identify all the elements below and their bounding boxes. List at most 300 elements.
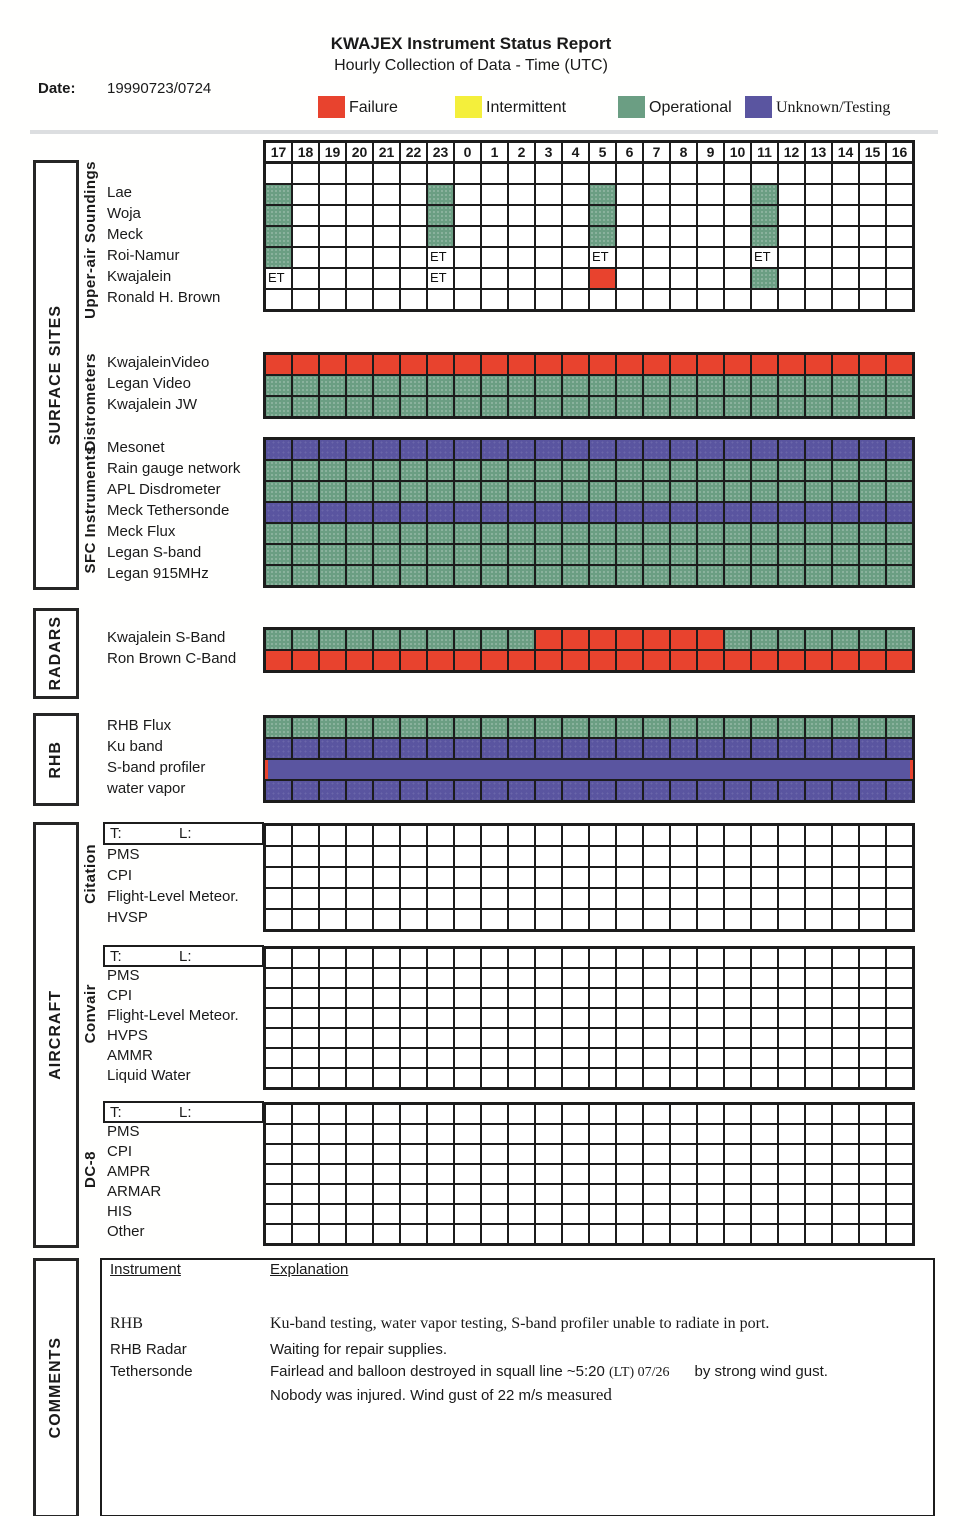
status-cell xyxy=(373,354,400,375)
status-cell xyxy=(319,523,346,544)
status-cell xyxy=(616,1204,643,1224)
row-label: CPI xyxy=(107,987,133,1004)
status-cell xyxy=(886,909,913,930)
status-cell xyxy=(859,268,886,289)
status-cell xyxy=(616,629,643,650)
status-cell xyxy=(859,867,886,888)
status-cell xyxy=(616,738,643,759)
grid-convair xyxy=(263,946,915,1090)
status-cell xyxy=(481,717,508,738)
status-cell xyxy=(346,460,373,481)
status-cell xyxy=(373,717,400,738)
status-cell xyxy=(292,1224,319,1244)
status-cell xyxy=(751,375,778,396)
sidebar-box-comments xyxy=(33,1258,79,1516)
status-cell xyxy=(751,988,778,1008)
status-cell xyxy=(427,226,454,247)
status-cell xyxy=(616,1124,643,1144)
status-cell xyxy=(697,948,724,968)
status-cell xyxy=(643,544,670,565)
status-cell xyxy=(562,650,589,671)
status-cell xyxy=(670,888,697,909)
status-cell xyxy=(400,846,427,867)
status-cell xyxy=(562,825,589,846)
status-cell xyxy=(562,184,589,205)
status-cell xyxy=(886,439,913,460)
row-label: AMPR xyxy=(107,1163,151,1180)
status-cell xyxy=(319,375,346,396)
status-cell xyxy=(454,205,481,226)
status-cell xyxy=(427,867,454,888)
status-cell xyxy=(724,439,751,460)
status-cell xyxy=(562,1068,589,1088)
status-cell xyxy=(697,1124,724,1144)
status-cell xyxy=(670,268,697,289)
status-cell xyxy=(562,1008,589,1028)
status-cell xyxy=(346,1104,373,1124)
status-cell xyxy=(670,717,697,738)
status-cell xyxy=(697,354,724,375)
status-cell xyxy=(886,888,913,909)
status-cell xyxy=(859,460,886,481)
status-cell xyxy=(319,1224,346,1244)
sidebar-box-rhb xyxy=(33,713,79,806)
status-cell xyxy=(616,226,643,247)
status-cell xyxy=(778,988,805,1008)
status-cell xyxy=(832,738,859,759)
status-cell xyxy=(751,354,778,375)
status-cell xyxy=(400,565,427,586)
status-cell xyxy=(346,544,373,565)
status-cell xyxy=(427,1204,454,1224)
subgroup-convair xyxy=(75,924,105,1104)
status-cell xyxy=(859,1104,886,1124)
hour-header-cell: 23 xyxy=(427,142,454,163)
status-cell xyxy=(616,354,643,375)
status-cell xyxy=(562,1224,589,1244)
sidebar-label-rhb: RHB xyxy=(47,740,64,779)
status-cell xyxy=(832,846,859,867)
status-cell xyxy=(265,825,292,846)
status-cell xyxy=(778,289,805,310)
status-cell xyxy=(670,1184,697,1204)
status-cell xyxy=(643,163,670,184)
status-cell xyxy=(319,1068,346,1088)
status-cell xyxy=(562,1104,589,1124)
status-cell xyxy=(535,1204,562,1224)
status-cell xyxy=(859,396,886,417)
status-cell xyxy=(616,247,643,268)
status-cell xyxy=(724,650,751,671)
status-cell xyxy=(319,650,346,671)
status-cell xyxy=(589,738,616,759)
status-cell xyxy=(616,1048,643,1068)
status-cell xyxy=(697,988,724,1008)
status-cell xyxy=(697,780,724,801)
subgroup-label-upper-air-soundings: Upper-air Soundings xyxy=(81,161,99,319)
status-cell xyxy=(562,396,589,417)
status-cell xyxy=(346,565,373,586)
status-cell xyxy=(616,867,643,888)
status-cell xyxy=(643,909,670,930)
status-cell xyxy=(427,650,454,671)
comment-text-part: Nobody was injured. Wind gust of 22 m/s xyxy=(270,1387,547,1404)
comment-instrument: RHB xyxy=(110,1315,143,1332)
status-cell xyxy=(373,1104,400,1124)
status-cell xyxy=(535,460,562,481)
status-cell xyxy=(643,867,670,888)
status-cell xyxy=(616,780,643,801)
status-cell xyxy=(427,565,454,586)
status-cell xyxy=(508,396,535,417)
status-cell xyxy=(454,544,481,565)
status-cell xyxy=(778,1204,805,1224)
status-cell xyxy=(508,184,535,205)
status-cell xyxy=(805,825,832,846)
legend-label: Operational xyxy=(649,99,732,116)
status-cell xyxy=(778,825,805,846)
status-cell xyxy=(886,184,913,205)
status-cell xyxy=(832,481,859,502)
status-cell xyxy=(346,481,373,502)
status-cell xyxy=(643,1008,670,1028)
status-cell xyxy=(562,629,589,650)
status-cell xyxy=(778,1028,805,1048)
status-cell xyxy=(751,1164,778,1184)
status-cell xyxy=(319,502,346,523)
status-cell xyxy=(265,375,292,396)
status-cell xyxy=(697,396,724,417)
status-cell xyxy=(616,1144,643,1164)
status-cell xyxy=(427,163,454,184)
status-cell xyxy=(400,825,427,846)
status-cell xyxy=(400,226,427,247)
status-cell xyxy=(751,460,778,481)
status-cell xyxy=(589,1048,616,1068)
status-cell xyxy=(724,1164,751,1184)
status-cell xyxy=(481,1068,508,1088)
status-cell xyxy=(859,502,886,523)
status-cell xyxy=(346,909,373,930)
status-cell xyxy=(400,439,427,460)
status-cell xyxy=(832,717,859,738)
status-cell xyxy=(454,650,481,671)
status-cell xyxy=(697,375,724,396)
status-cell xyxy=(886,1164,913,1184)
status-cell xyxy=(643,226,670,247)
status-cell xyxy=(562,1028,589,1048)
status-cell xyxy=(886,460,913,481)
status-cell xyxy=(265,867,292,888)
status-cell xyxy=(346,717,373,738)
status-cell xyxy=(400,948,427,968)
row-label: Kwajalein JW xyxy=(107,396,198,413)
status-cell xyxy=(427,205,454,226)
hour-header-cell: 21 xyxy=(373,142,400,163)
status-cell xyxy=(346,888,373,909)
status-cell: ET xyxy=(589,247,616,268)
status-cell xyxy=(778,1184,805,1204)
sidebar-box-aircraft xyxy=(33,822,79,1248)
status-cell xyxy=(508,1224,535,1244)
status-cell xyxy=(400,289,427,310)
status-cell xyxy=(508,544,535,565)
status-cell xyxy=(589,396,616,417)
status-cell xyxy=(454,375,481,396)
status-cell xyxy=(805,738,832,759)
status-cell xyxy=(319,717,346,738)
status-cell xyxy=(427,396,454,417)
status-cell xyxy=(616,650,643,671)
status-cell xyxy=(535,1224,562,1244)
status-cell xyxy=(508,1124,535,1144)
status-cell xyxy=(805,629,832,650)
status-cell xyxy=(508,247,535,268)
status-cell xyxy=(346,738,373,759)
status-cell xyxy=(778,629,805,650)
status-cell xyxy=(535,650,562,671)
status-cell xyxy=(346,1144,373,1164)
status-cell xyxy=(400,523,427,544)
row-label: Liquid Water xyxy=(107,1067,191,1084)
status-cell xyxy=(535,888,562,909)
status-cell xyxy=(481,289,508,310)
status-cell xyxy=(859,226,886,247)
status-cell xyxy=(751,205,778,226)
status-cell xyxy=(481,247,508,268)
status-cell xyxy=(454,888,481,909)
status-cell xyxy=(832,1164,859,1184)
status-cell xyxy=(724,867,751,888)
status-cell xyxy=(535,289,562,310)
status-cell xyxy=(427,523,454,544)
status-cell xyxy=(265,226,292,247)
status-cell xyxy=(373,1028,400,1048)
status-cell xyxy=(454,226,481,247)
status-cell xyxy=(319,247,346,268)
status-cell xyxy=(670,396,697,417)
status-cell xyxy=(886,375,913,396)
status-cell xyxy=(319,867,346,888)
status-cell xyxy=(265,396,292,417)
status-cell xyxy=(832,650,859,671)
status-cell xyxy=(859,247,886,268)
status-cell xyxy=(832,439,859,460)
status-cell xyxy=(724,1104,751,1124)
status-cell xyxy=(562,205,589,226)
status-cell xyxy=(454,1184,481,1204)
status-cell xyxy=(805,1028,832,1048)
status-cell xyxy=(319,226,346,247)
status-cell xyxy=(724,354,751,375)
status-cell xyxy=(805,780,832,801)
status-cell xyxy=(589,629,616,650)
status-cell xyxy=(778,846,805,867)
status-cell xyxy=(778,968,805,988)
status-cell xyxy=(589,1184,616,1204)
grid-soundings xyxy=(263,161,915,312)
status-cell xyxy=(643,375,670,396)
status-cell xyxy=(454,968,481,988)
hour-header-cell: 20 xyxy=(346,142,373,163)
status-cell xyxy=(886,1048,913,1068)
status-cell xyxy=(589,888,616,909)
status-cell xyxy=(832,523,859,544)
row-label: PMS xyxy=(107,846,140,863)
status-cell xyxy=(481,1028,508,1048)
status-cell xyxy=(373,867,400,888)
status-cell xyxy=(886,1124,913,1144)
status-cell xyxy=(454,1204,481,1224)
page-subtitle: Hourly Collection of Data - Time (UTC) xyxy=(334,57,608,74)
status-cell xyxy=(751,502,778,523)
row-label: Mesonet xyxy=(107,439,165,456)
status-cell xyxy=(751,825,778,846)
status-cell xyxy=(643,717,670,738)
status-cell xyxy=(643,502,670,523)
hour-header-cell: 9 xyxy=(697,142,724,163)
status-cell xyxy=(562,846,589,867)
status-cell xyxy=(751,1144,778,1164)
status-cell xyxy=(805,354,832,375)
status-cell xyxy=(859,354,886,375)
status-cell xyxy=(697,1028,724,1048)
status-cell xyxy=(886,780,913,801)
hour-header-cell: 8 xyxy=(670,142,697,163)
status-cell xyxy=(508,780,535,801)
status-cell xyxy=(886,481,913,502)
comment-instrument: Tethersonde xyxy=(110,1363,193,1380)
status-cell xyxy=(292,1164,319,1184)
status-cell xyxy=(535,988,562,1008)
status-cell xyxy=(454,460,481,481)
status-cell xyxy=(454,1068,481,1088)
status-cell xyxy=(400,909,427,930)
status-cell xyxy=(373,268,400,289)
status-cell xyxy=(643,268,670,289)
status-cell xyxy=(454,867,481,888)
status-cell xyxy=(670,481,697,502)
status-cell xyxy=(373,1224,400,1244)
status-cell xyxy=(508,650,535,671)
status-cell xyxy=(481,502,508,523)
status-cell xyxy=(562,1204,589,1224)
status-cell xyxy=(427,1104,454,1124)
status-cell xyxy=(643,1104,670,1124)
status-cell xyxy=(778,184,805,205)
status-cell xyxy=(616,1028,643,1048)
status-cell xyxy=(832,1068,859,1088)
status-cell xyxy=(751,1008,778,1028)
status-cell xyxy=(454,1008,481,1028)
status-cell xyxy=(265,1164,292,1184)
status-cell xyxy=(832,396,859,417)
status-cell xyxy=(805,268,832,289)
status-cell xyxy=(454,268,481,289)
status-cell xyxy=(805,163,832,184)
status-cell xyxy=(643,968,670,988)
status-cell xyxy=(724,226,751,247)
status-cell xyxy=(481,523,508,544)
status-cell xyxy=(346,226,373,247)
status-cell xyxy=(805,867,832,888)
status-cell xyxy=(427,780,454,801)
status-cell xyxy=(265,1184,292,1204)
status-cell xyxy=(832,502,859,523)
hour-header-cell: 12 xyxy=(778,142,805,163)
status-cell xyxy=(400,867,427,888)
status-cell xyxy=(832,565,859,586)
status-cell xyxy=(589,1008,616,1028)
status-cell xyxy=(805,565,832,586)
status-cell xyxy=(265,289,292,310)
status-cell xyxy=(670,205,697,226)
status-cell xyxy=(427,184,454,205)
status-cell xyxy=(454,1124,481,1144)
status-cell xyxy=(535,629,562,650)
status-cell xyxy=(481,1048,508,1068)
status-cell xyxy=(805,1144,832,1164)
status-cell xyxy=(535,268,562,289)
status-cell xyxy=(805,502,832,523)
status-cell xyxy=(616,888,643,909)
status-cell xyxy=(481,460,508,481)
status-cell xyxy=(373,375,400,396)
status-cell xyxy=(508,1104,535,1124)
comment-explanation xyxy=(270,1363,828,1381)
status-cell xyxy=(346,988,373,1008)
status-cell xyxy=(724,1028,751,1048)
status-cell xyxy=(589,289,616,310)
status-cell xyxy=(265,502,292,523)
status-cell xyxy=(670,1204,697,1224)
status-cell xyxy=(697,1068,724,1088)
status-cell xyxy=(697,544,724,565)
status-cell xyxy=(454,1048,481,1068)
status-cell xyxy=(805,1184,832,1204)
status-cell xyxy=(481,909,508,930)
status-cell xyxy=(859,1008,886,1028)
status-cell xyxy=(805,1124,832,1144)
status-cell xyxy=(508,888,535,909)
status-cell xyxy=(670,1104,697,1124)
status-cell xyxy=(292,565,319,586)
status-cell xyxy=(643,1184,670,1204)
comment-explanation xyxy=(270,1385,612,1405)
status-cell xyxy=(778,481,805,502)
status-cell xyxy=(292,1008,319,1028)
status-cell xyxy=(589,268,616,289)
status-cell xyxy=(724,1184,751,1204)
status-cell xyxy=(616,375,643,396)
status-cell xyxy=(400,1048,427,1068)
status-cell xyxy=(454,629,481,650)
status-cell xyxy=(292,888,319,909)
status-cell xyxy=(751,1028,778,1048)
row-label: Flight-Level Meteor. xyxy=(107,888,239,905)
status-cell xyxy=(805,1008,832,1028)
status-cell xyxy=(481,629,508,650)
status-cell xyxy=(265,1124,292,1144)
status-cell xyxy=(373,909,400,930)
status-cell xyxy=(778,780,805,801)
status-cell xyxy=(427,1068,454,1088)
status-cell xyxy=(643,460,670,481)
status-cell xyxy=(670,184,697,205)
status-cell xyxy=(643,650,670,671)
status-cell xyxy=(670,968,697,988)
status-cell xyxy=(427,1028,454,1048)
